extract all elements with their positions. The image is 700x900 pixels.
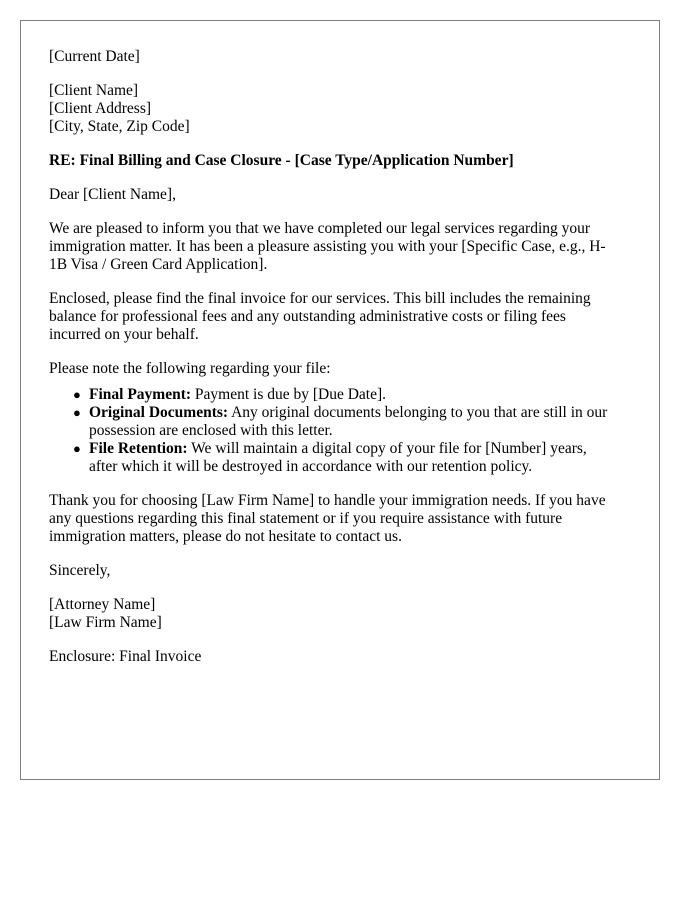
recipient-name: [Client Name] (49, 82, 139, 99)
salutation-block (49, 186, 631, 204)
paragraph-line: any questions regarding this final statement or if you require assistance with future (49, 510, 563, 527)
notes-intro: Please note the following regarding your file: (49, 360, 331, 377)
paragraph-line: immigration matters, please do not hesitate to contact us. (49, 528, 402, 545)
list-item-line (89, 440, 631, 458)
signature-block (49, 596, 631, 632)
letter-date (49, 48, 631, 66)
list-item (73, 404, 631, 440)
list-item (73, 386, 631, 404)
list-item (73, 440, 631, 476)
letter-page (20, 20, 660, 780)
list-item-term: Original Documents: (89, 404, 229, 421)
list-item-text: Payment is due by [Due Date]. (191, 386, 387, 403)
enclosure-block (49, 648, 631, 666)
closing: Sincerely, (49, 562, 111, 579)
subject-line: RE: Final Billing and Case Closure - [Case Type/Application Number] (49, 152, 514, 169)
paragraph-line: Enclosed, please find the final invoice for our services. This bill includes the remaining (49, 290, 591, 307)
attorney-name: [Attorney Name] (49, 596, 156, 613)
paragraph-thanks (49, 492, 631, 546)
list-item-line (89, 386, 631, 404)
list-item-continuation: possession are enclosed with this letter. (89, 422, 333, 439)
paragraph-line: balance for professional fees and any outstanding administrative costs or filing fees (49, 308, 566, 325)
recipient-city-state-zip: [City, State, Zip Code] (49, 118, 190, 135)
paragraph-line: We are pleased to inform you that we have completed our legal services regarding your (49, 220, 591, 237)
date-text: [Current Date] (49, 48, 140, 65)
enclosure-note: Enclosure: Final Invoice (49, 648, 202, 665)
recipient-address: [Client Address] (49, 100, 152, 117)
closing-block (49, 562, 631, 580)
bullet-icon: ● (73, 387, 81, 402)
salutation: Dear [Client Name], (49, 186, 176, 203)
list-item-continuation: after which it will be destroyed in accordance with our retention policy. (89, 458, 533, 475)
list-item-term: Final Payment: (89, 386, 192, 403)
list-item-text: Any original documents belonging to you that are still in our (228, 404, 608, 421)
bullet-icon: ● (73, 441, 81, 456)
paragraph-line: immigration matter. It has been a pleasure assisting you with your [Specific Case, e.g., H- (49, 238, 606, 255)
recipient-address-block (49, 82, 631, 136)
notes-intro-block (49, 360, 631, 378)
subject-block (49, 152, 631, 170)
list-item-term: File Retention: (89, 440, 188, 457)
notes-list (49, 386, 631, 476)
paragraph-line: Thank you for choosing [Law Firm Name] to handle your immigration needs. If you have (49, 492, 606, 509)
paragraph-line: 1B Visa / Green Card Application]. (49, 256, 268, 273)
paragraph-invoice (49, 290, 631, 344)
list-item-line (89, 404, 631, 422)
paragraph-line: incurred on your behalf. (49, 326, 199, 343)
law-firm-name: [Law Firm Name] (49, 614, 162, 631)
list-item-text: We will maintain a digital copy of your file for [Number] years, (187, 440, 587, 457)
bullet-icon: ● (73, 405, 81, 420)
paragraph-completion (49, 220, 631, 274)
